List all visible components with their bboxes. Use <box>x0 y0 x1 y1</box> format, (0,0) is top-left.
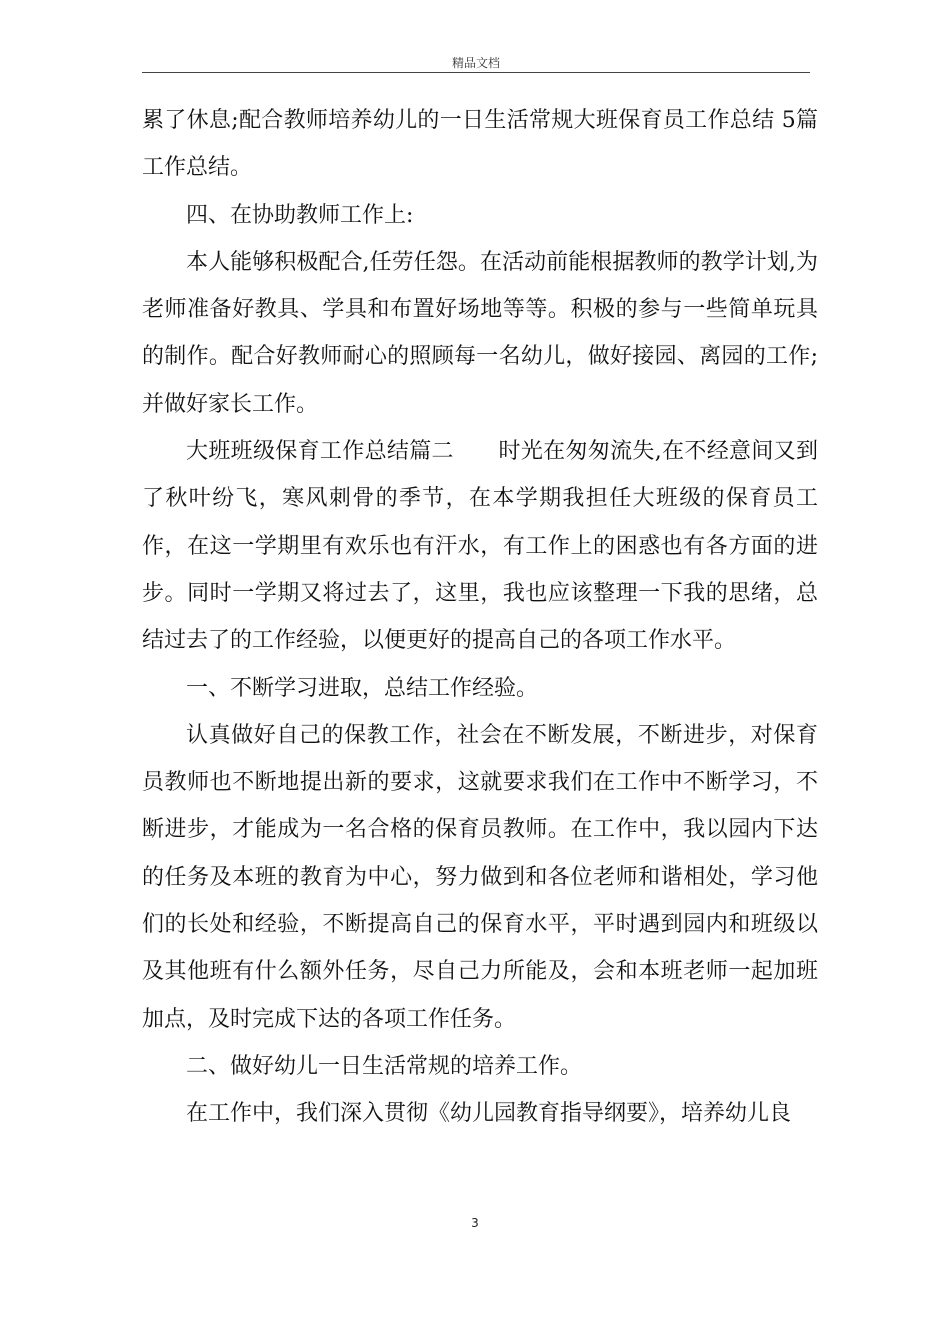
document-body <box>142 97 818 1138</box>
section-heading-assist-teacher: 四、在协助教师工作上: <box>186 202 414 228</box>
page-header: 精品文档 <box>451 56 500 70</box>
paragraph-keep-learning: 认真做好自己的保教工作，社会在不断发展，不断进步，对保育员教师也不断地提出新的要求，这就要求我们在工作中不断学习，不断进步，才能成为一名合格的保育员教师。在工作中，我以园内下达的任务及本班的教育为中心，努力做到和各位老师和谐相处，学习他们的长处和经验，不断提高自己的保育水平，平时遇到园内和班级以及其他班有什么额外任务，尽自己力所能及，会和本班老师一起加班加点，及时完成下达的各项工作任务。 <box>142 722 818 1032</box>
paragraph-assist-teacher: 本人能够积极配合,任劳任怨。在活动前能根据教师的教学计划,为老师准备好教具、学具和布置好场地等等。积极的参与一些简单玩具的制作。配合好教师耐心的照顾每一名幼儿，做好接园、离园的工作;并做好家长工作。 <box>142 249 818 417</box>
paragraph-continuation: 累了休息;配合教师培养幼儿的一日生活常规大班保育员工作总结 5篇工作总结。 <box>142 108 818 181</box>
section-heading-daily-routine: 二、做好幼儿一日生活常规的培养工作。 <box>186 1053 583 1079</box>
section-heading-keep-learning: 一、不断学习进取，总结工作经验。 <box>186 675 539 701</box>
page-number: 3 <box>471 1216 479 1230</box>
header-divider <box>142 72 810 73</box>
paragraph-daily-routine: 在工作中，我们深入贯彻《幼儿园教育指导纲要》，培养幼儿良 <box>186 1101 792 1127</box>
paragraph-part-two-intro: 大班班级保育工作总结篇二 时光在匆匆流失,在不经意间又到了秋叶纷飞，寒风刺骨的季节，在本学期我担任大班级的保育员工作，在这一学期里有欢乐也有汗水，有工作上的困惑也有各方面的进步。同时一学期又将过去了，这里，我也应该整理一下我的思绪，总结过去了的工作经验，以便更好的提高自己的各项工作水平。 <box>142 439 818 654</box>
